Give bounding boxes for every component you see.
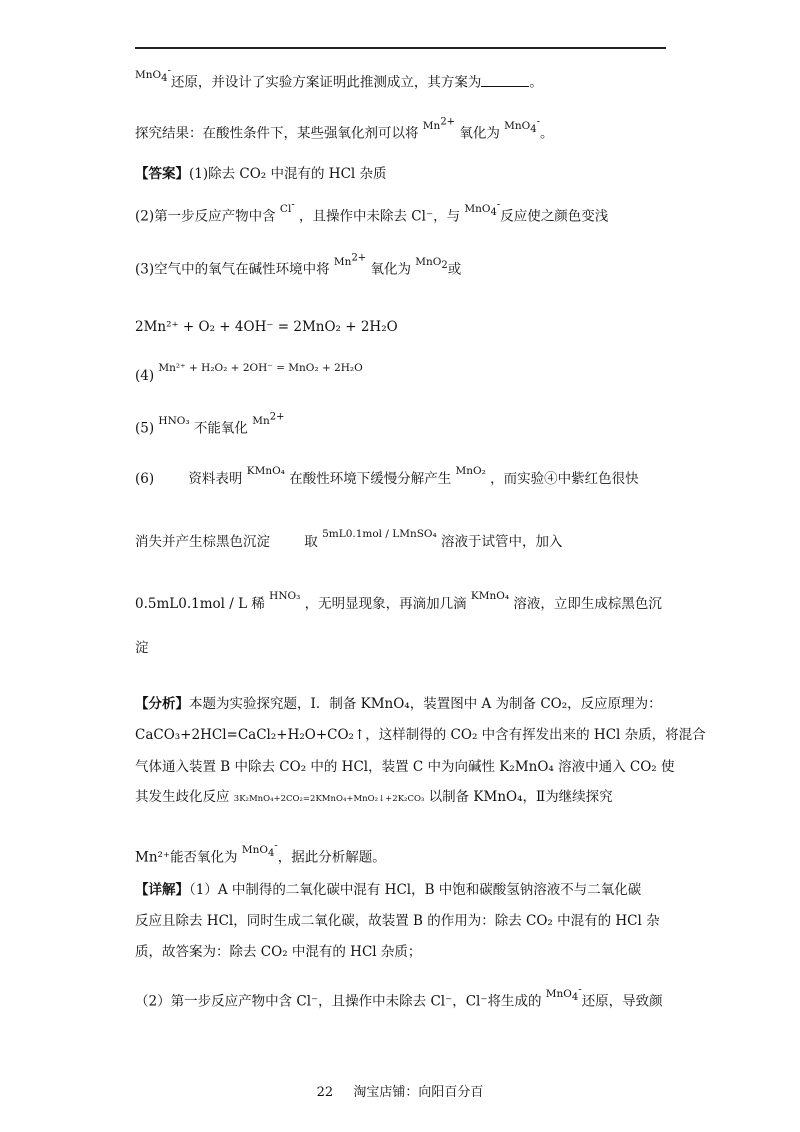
chem-formula: 0.5mL0.1mol / L: [135, 596, 248, 612]
chem-formula: MnO₂: [455, 465, 486, 477]
text-line: CaCO₃+2HCl=CaCl₂+H₂O+CO₂↑，这样制得的 CO₂ 中含有挥发出来的 HCl 杂质，将混合: [135, 727, 706, 743]
chem-formula: HNO₃: [269, 590, 301, 602]
text-line: $^{MnO_4^-}$还原，并设计了实验方案证明此推测成立，其方案为 。: [135, 65, 543, 91]
chem-formula: MnO4-: [504, 116, 541, 135]
chem-formula: KMnO₄: [470, 590, 510, 602]
chem-formula: MnO4-: [545, 984, 582, 1003]
detail-heading-line: 【详解】（1）A 中制得的二氧化碳中混有 HCl，B 中饱和碳酸氢钠溶液不与二氧化碳: [135, 882, 642, 898]
text-line: 探究结果：在酸性条件下，某些强氧化剂可以将 $^{Mn^{2+}}$ 氧化为 $^{MnO_4^-}$。: [135, 116, 554, 142]
text-line: 淀: [135, 640, 149, 656]
equation-line: 2Mn²⁺ + O₂ + 4OH⁻ = 2MnO₂ + 2H₂O: [135, 319, 398, 335]
answer-blank: [481, 74, 529, 87]
chem-formula: Mn2+: [422, 116, 456, 132]
top-rule: [135, 47, 666, 49]
text-line: (2)第一步反应产物中含 $^{Cl^-}$ ，且操作中未除去 Cl⁻，与 $^{MnO_4^-}$反应使之颜色变浅: [135, 199, 609, 225]
chem-formula: Mn2+: [252, 411, 285, 427]
chem-formula: KMnO₄: [246, 465, 285, 477]
chem-formula: HNO₃: [158, 414, 190, 427]
analysis-heading-line: 【分析】本题为实验探究题，Ⅰ．制备 KMnO₄，装置图中 A 为制备 CO₂，反应原理为：: [135, 696, 662, 712]
text-line: （2）第一步反应产物中含 Cl⁻，且操作中未除去 Cl⁻，Cl⁻将生成的 $^{MnO_4^-}$还原，导致颜: [135, 984, 663, 1010]
text-line: 其发生歧化反应 3K₂MnO₄+2CO₂=2KMnO₄+MnO₂↓+2K₂CO₃ 以制备 KMnO₄，Ⅱ为继续探究: [135, 789, 613, 805]
chem-formula: MnO2: [415, 255, 448, 271]
text-line: 反应且除去 HCl，同时生成二氧化碳，故装置 B 的作用为：除去 CO₂ 中混有的 HCl 杂: [135, 913, 660, 929]
chem-formula: MnO4-: [241, 840, 278, 859]
chem-equation: 3K₂MnO₄+2CO₂=2KMnO₄+MnO₂↓+2K₂CO₃: [233, 794, 425, 804]
text-line: 质，故答案为：除去 CO₂ 中混有的 HCl 杂质；: [135, 944, 422, 960]
text-line: 消失并产生棕黑色沉淀 取 $^{5mL0.1mol / LMnSO_4}$ 溶液于试管中，加入: [135, 528, 563, 550]
shop-label: 淘宝店铺：向阳百分百: [353, 1085, 484, 1100]
text-line: (6) 资料表明 $^{KMnO_4}$ 在酸性环境下缓慢分解产生 $^{MnO_2}$ ，而实验④中紫红色很快: [135, 465, 639, 487]
chem-formula: Mn2+: [333, 252, 367, 268]
text-line: Mn²⁺能否氧化为 $^{MnO_4^-}$，据此分析解题。: [135, 840, 386, 866]
chem-formula: Cl-: [279, 199, 295, 215]
page-footer: [0, 1081, 800, 1100]
answer-heading-line: 【答案】(1)除去 CO₂ 中混有的 HCl 杂质: [135, 166, 387, 182]
text-line: 0.5mL0.1mol / L 稀 $^{HNO_3}$ ，无明显现象，再滴加几滴 $^{KMnO_4}$ 溶液，立即生成棕黑色沉: [135, 590, 662, 612]
text-line: (5) $^{HNO_3}$ 不能氧化 $^{Mn^{2+}}$: [135, 411, 285, 437]
chem-formula: 5mL0.1mol / LMnSO₄: [322, 528, 437, 540]
chem-formula: Mn²⁺: [135, 849, 171, 866]
text-line: 气体通入装置 B 中除去 CO₂ 中的 HCl，装置 C 中为向碱性 K₂MnO₄ 溶液中通入 CO₂ 使: [135, 759, 675, 775]
chem-equation: Mn²⁺ + H₂O₂ + 2OH⁻ = MnO₂ + 2H₂O: [158, 362, 363, 374]
equation-line: (4) $^{Mn^{2+} + H_2O_2 + 2OH^- = MnO_2 + 2H_2O}$: [135, 362, 363, 384]
text-line: (3)空气中的氧气在碱性环境中将 $^{Mn^{2+}}$ 氧化为 $^{MnO_2}$或: [135, 252, 462, 278]
chem-formula: MnO4-: [135, 65, 171, 84]
page-number: 22: [316, 1085, 334, 1100]
chem-formula: MnO4-: [464, 199, 501, 218]
